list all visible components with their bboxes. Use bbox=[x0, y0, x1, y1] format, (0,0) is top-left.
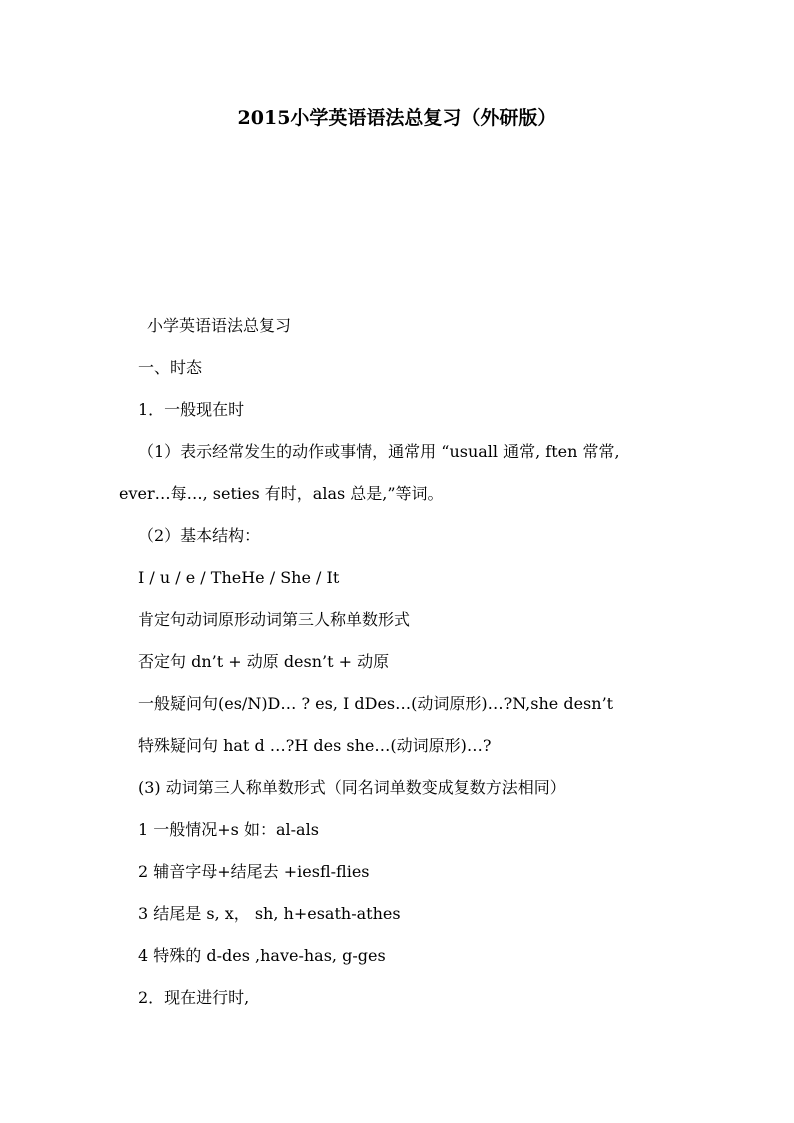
paragraph-line: (3) 动词第三人称单数形式（同名词单数变成复数方法相同） bbox=[138, 778, 566, 797]
paragraph-line: （1）表示经常发生的动作或事情，通常用 “usuall 通常, ften 常常, bbox=[138, 442, 620, 461]
paragraph-line: 特殊疑问句 hat d …?H des she…(动词原形)…? bbox=[138, 736, 492, 755]
paragraph-line: 4 特殊的 d-des ,have-has, g-ges bbox=[138, 946, 386, 965]
paragraph-line: 否定句 dn’t + 动原 desn’t + 动原 bbox=[138, 652, 390, 671]
paragraph-line: I / u / e / TheHe / She / It bbox=[138, 568, 340, 587]
subsection-heading: 2．现在进行时, bbox=[138, 988, 250, 1007]
paragraph-line: （2）基本结构： bbox=[138, 526, 261, 545]
subsection-heading: 1．一般现在时 bbox=[138, 400, 245, 419]
document-title: 2015小学英语语法总复习（外研版） bbox=[237, 107, 557, 129]
paragraph-line: 一般疑问句(es/N)D… ? es, I dDes…(动词原形)…?N,she desn’t bbox=[138, 694, 614, 713]
heading-line: 小学英语语法总复习 bbox=[147, 316, 292, 335]
paragraph-line: 肯定句动词原形动词第三人称单数形式 bbox=[138, 610, 411, 629]
paragraph-line: ever…每…, seties 有时，alas 总是,”等词。 bbox=[119, 484, 444, 503]
paragraph-line: 3 结尾是 s, x， sh, h+esath-athes bbox=[138, 904, 401, 923]
section-heading: 一、时态 bbox=[138, 358, 203, 377]
paragraph-line: 2 辅音字母+结尾去 +iesfl-flies bbox=[138, 862, 370, 881]
paragraph-line: 1 一般情况+s 如：al-als bbox=[138, 820, 319, 839]
